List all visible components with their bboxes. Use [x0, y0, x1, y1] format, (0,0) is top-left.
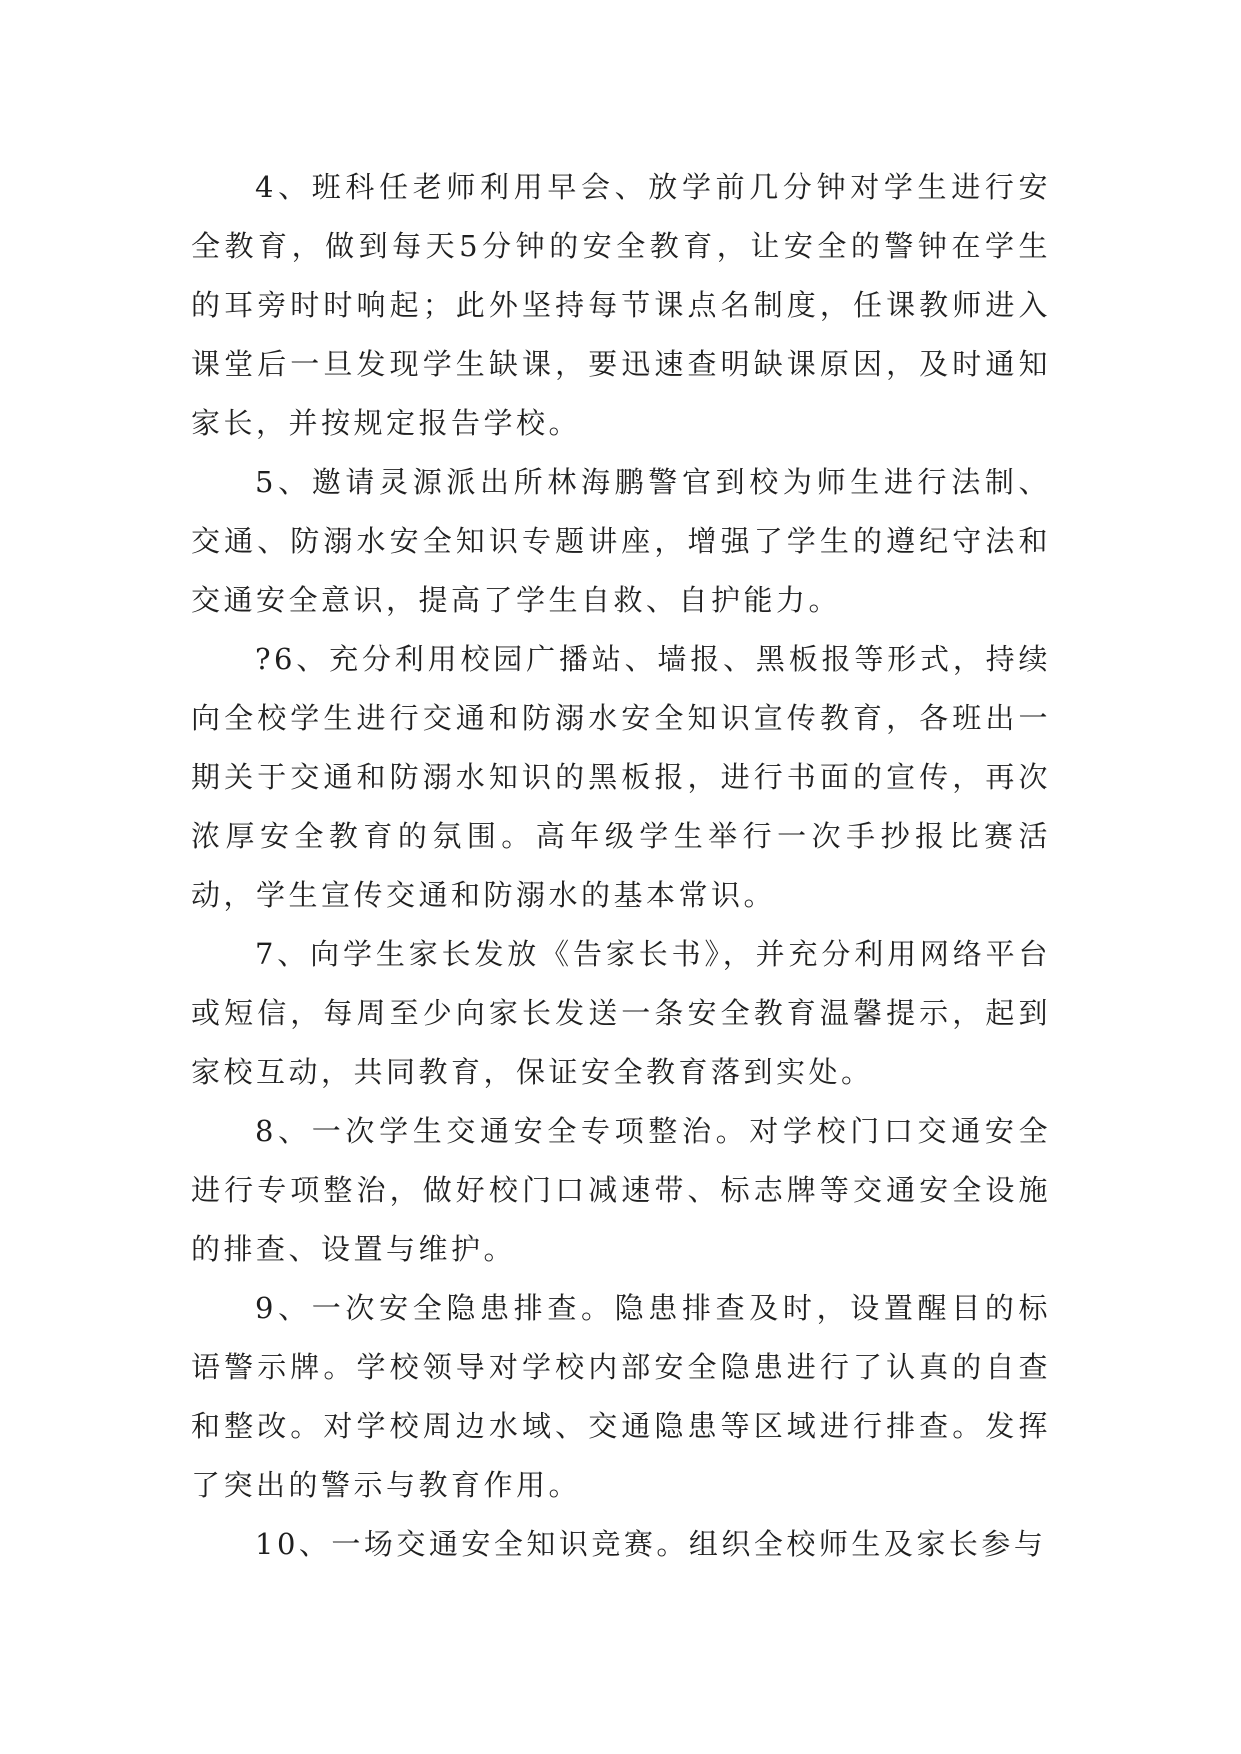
paragraph-8: 8、一次学生交通安全专项整治。对学校门口交通安全进行专项整治，做好校门口减速带、标志牌等交通安全设施的排查、设置与维护。 [191, 1114, 1051, 1266]
paragraph-5: 5、邀请灵源派出所林海鹏警官到校为师生进行法制、交通、防溺水安全知识专题讲座，增强了学生的遵纪守法和交通安全意识，提高了学生自救、自护能力。 [191, 465, 1051, 617]
paragraph-7: 7、向学生家长发放《告家长书》，并充分利用网络平台或短信，每周至少向家长发送一条安全教育温馨提示，起到家校互动，共同教育，保证安全教育落到实处。 [191, 937, 1051, 1089]
paragraph-9: 9、一次安全隐患排查。隐患排查及时，设置醒目的标语警示牌。学校领导对学校内部安全隐患进行了认真的自查和整改。对学校周边水域、交通隐患等区域进行排查。发挥了突出的警示与教育作用。 [191, 1291, 1051, 1502]
paragraph-10: 10、一场交通安全知识竞赛。组织全校师生及家长参与 [255, 1527, 1047, 1561]
paragraph-6: ?6、充分利用校园广播站、墙报、黑板报等形式，持续向全校学生进行交通和防溺水安全知识宣传教育，各班出一期关于交通和防溺水知识的黑板报，进行书面的宣传，再次浓厚安全教育的氛围。高年级学生举行一次手抄报比赛活动，学生宣传交通和防溺水的基本常识。 [191, 642, 1051, 912]
paragraph-4: 4、班科任老师利用早会、放学前几分钟对学生进行安全教育，做到每天5分钟的安全教育，让安全的警钟在学生的耳旁时时响起；此外坚持每节课点名制度，任课教师进入课堂后一旦发现学生缺课，要迅速查明缺课原因，及时通知家长，并按规定报告学校。 [191, 170, 1051, 440]
document-body [191, 158, 1051, 1574]
